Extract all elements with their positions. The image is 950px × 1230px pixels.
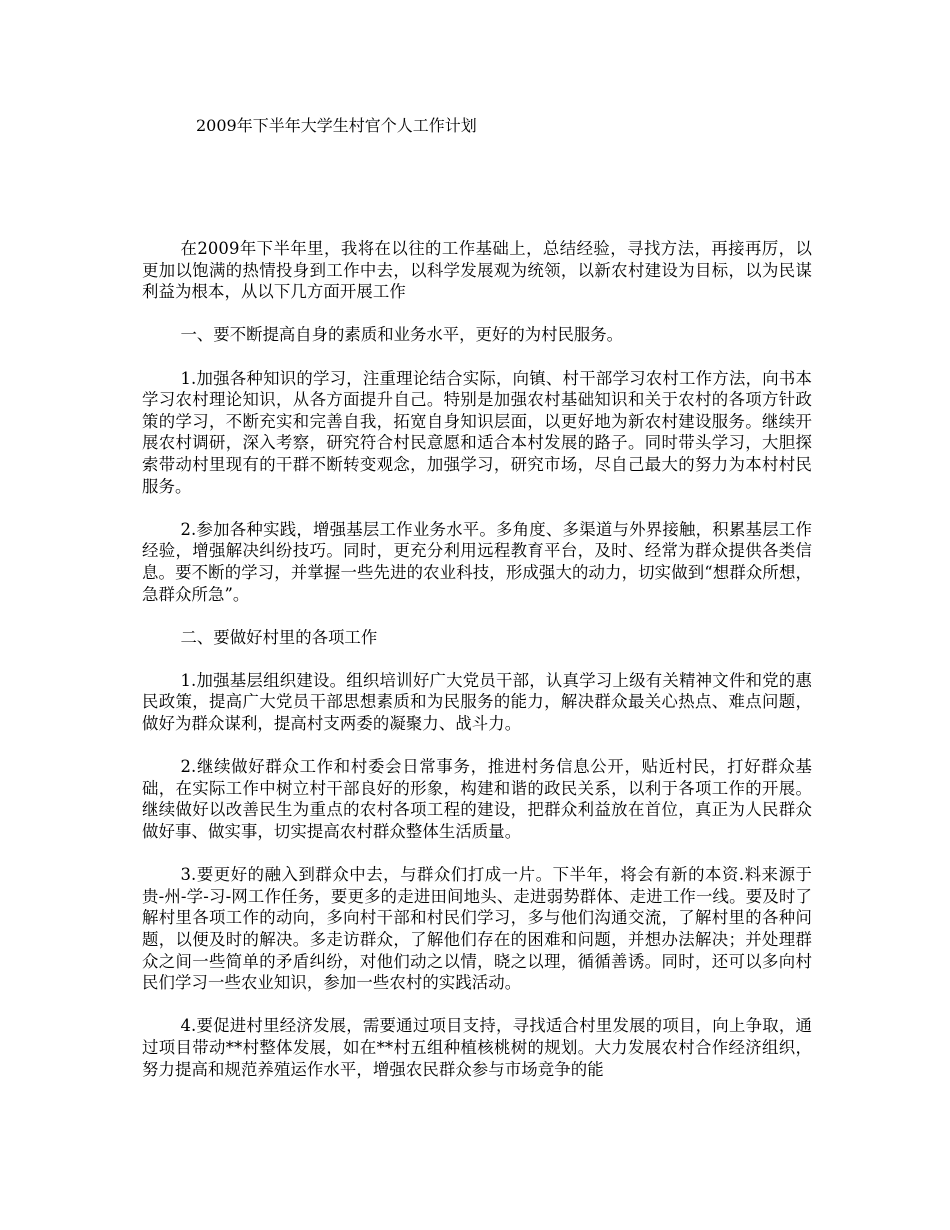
intro-paragraph: 在2009年下半年里，我将在以往的工作基础上，总结经验，寻找方法，再接再厉，以更加以饱满的热情投身到工作中去，以科学发展观为统领，以新农村建设为目标，以为民谋利益为根本，从以下几方面开展工作 xyxy=(142,239,812,302)
document-title: 2009年下半年大学生村官个人工作计划 xyxy=(196,116,477,135)
paragraph-2-4: 4.要促进村里经济发展，需要通过项目支持，寻找适合村里发展的项目，向上争取，通过项目带动**村整体发展，如在**村五组种植核桃树的规划。大力发展农村合作经济组织，努力提高和规范养殖运作水平，增强农民群众参与市场竞争的能 xyxy=(142,1016,812,1079)
section-heading-1: 一、要不断提高自身的素质和业务水平，更好的为村民服务。 xyxy=(180,325,624,345)
paragraph-2-3: 3.要更好的融入到群众中去，与群众们打成一片。下半年，将会有新的本资.料来源于贵-州-学-习-网工作任务，要更多的走进田间地头、走进弱势群体、走进工作一线。要及时了解村里各项工作的动向，多向村干部和村民们学习，多与他们沟通交流，了解村里的各种问题，以便及时的解决。多走访群众，了解他们存在的困难和问题，并想办法解决；并处理群众之间一些简单的矛盾纠纷，对他们动之以情，晓之以理，循循善诱。同时，还可以多向村民们学习一些农业知识，参加一些农村的实践活动。 xyxy=(142,865,812,993)
paragraph-2-1: 1.加强基层组织建设。组织培训好广大党员干部，认真学习上级有关精神文件和党的惠民政策，提高广大党员干部思想素质和为民服务的能力，解决群众最关心热点、难点问题，做好为群众谋利，提高村支两委的凝聚力、战斗力。 xyxy=(142,670,812,734)
section-heading-2: 二、要做好村里的各项工作 xyxy=(180,627,378,647)
document-body xyxy=(142,238,812,1102)
paragraph-1-2: 2.参加各种实践，增强基层工作业务水平。多角度、多渠道与外界接触，积累基层工作经验，增强解决纠纷技巧。同时，更充分利用远程教育平台，及时、经常为群众提供各类信息。要不断的学习，并掌握一些先进的农业科技，形成强大的动力，切实做到“想群众所想，急群众所急”。 xyxy=(142,519,812,604)
paragraph-2-2: 2.继续做好群众工作和村委会日常事务，推进村务信息公开，贴近村民，打好群众基础，在实际工作中树立村干部良好的形象，构建和谐的政民关系，以利于各项工作的开展。继续做好以改善民生为重点的农村各项工程的建设，把群众利益放在首位，真正为人民群众做好事、做实事，切实提高农村群众整体生活质量。 xyxy=(142,757,812,842)
paragraph-1-1: 1.加强各种知识的学习，注重理论结合实际，向镇、村干部学习农村工作方法，向书本学习农村理论知识，从各方面提升自己。特别是加强农村基础知识和关于农村的各项方针政策的学习，不断充实和完善自我，拓宽自身知识层面，以更好地为新农村建设服务。继续开展农村调研，深入考察，研究符合村民意愿和适合本村发展的路子。同时带头学习，大胆探索带动村里现有的干群不断转变观念，加强学习，研究市场，尽自己最大的努力为本村村民服务。 xyxy=(142,368,812,496)
